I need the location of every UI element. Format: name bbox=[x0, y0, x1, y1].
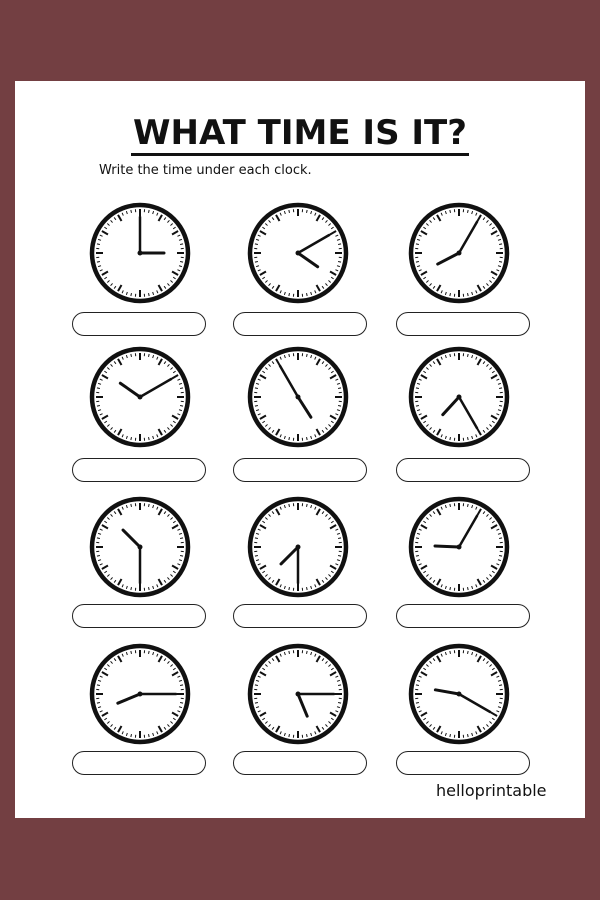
minute-tick bbox=[450, 651, 451, 654]
minute-tick bbox=[307, 587, 308, 590]
clock-face bbox=[92, 499, 188, 595]
minute-tick bbox=[289, 734, 290, 737]
minute-tick bbox=[307, 734, 308, 737]
clock-center bbox=[457, 251, 462, 256]
clock-center bbox=[457, 395, 462, 400]
clock-center bbox=[296, 251, 301, 256]
minute-tick bbox=[450, 293, 451, 296]
minute-tick bbox=[97, 388, 100, 389]
minute-tick bbox=[289, 504, 290, 507]
minute-tick bbox=[468, 651, 469, 654]
clock-face bbox=[250, 646, 346, 742]
minute-tick bbox=[450, 354, 451, 357]
minute-tick bbox=[255, 685, 258, 686]
clock-center bbox=[457, 545, 462, 550]
minute-tick bbox=[131, 734, 132, 737]
minute-tick bbox=[468, 210, 469, 213]
minute-tick bbox=[289, 293, 290, 296]
minute-tick bbox=[450, 437, 451, 440]
minute-tick bbox=[97, 556, 100, 557]
minute-tick bbox=[131, 210, 132, 213]
minute-tick bbox=[307, 651, 308, 654]
minute-tick bbox=[180, 556, 183, 557]
minute-tick bbox=[289, 210, 290, 213]
minute-tick bbox=[468, 587, 469, 590]
minute-tick bbox=[255, 556, 258, 557]
minute-tick bbox=[255, 244, 258, 245]
answer-box[interactable] bbox=[396, 751, 530, 775]
minute-tick bbox=[149, 734, 150, 737]
worksheet-instructions: Write the time under each clock. bbox=[99, 163, 312, 178]
minute-tick bbox=[131, 587, 132, 590]
minute-tick bbox=[180, 244, 183, 245]
clock-center bbox=[138, 251, 143, 256]
hour-hand bbox=[435, 546, 459, 547]
answer-box[interactable] bbox=[233, 458, 367, 482]
answer-box[interactable] bbox=[72, 312, 206, 336]
minute-tick bbox=[416, 685, 419, 686]
minute-tick bbox=[499, 262, 502, 263]
minute-tick bbox=[338, 244, 341, 245]
answer-box[interactable] bbox=[72, 604, 206, 628]
answer-box[interactable] bbox=[72, 751, 206, 775]
clock-face bbox=[411, 205, 507, 301]
minute-tick bbox=[499, 703, 502, 704]
minute-tick bbox=[180, 262, 183, 263]
minute-tick bbox=[255, 388, 258, 389]
minute-tick bbox=[416, 388, 419, 389]
minute-tick bbox=[338, 703, 341, 704]
clock-center bbox=[138, 395, 143, 400]
clock-center bbox=[296, 545, 301, 550]
brand-label: helloprintable bbox=[436, 781, 547, 800]
minute-tick bbox=[131, 354, 132, 357]
minute-tick bbox=[416, 244, 419, 245]
minute-tick bbox=[416, 262, 419, 263]
clock-center bbox=[138, 692, 143, 697]
minute-tick bbox=[180, 685, 183, 686]
clock-center bbox=[138, 545, 143, 550]
minute-tick bbox=[338, 388, 341, 389]
minute-tick bbox=[149, 504, 150, 507]
minute-tick bbox=[131, 504, 132, 507]
clock-face bbox=[92, 646, 188, 742]
answer-box[interactable] bbox=[233, 312, 367, 336]
minute-tick bbox=[416, 556, 419, 557]
minute-tick bbox=[307, 354, 308, 357]
minute-tick bbox=[307, 437, 308, 440]
clock-center bbox=[296, 395, 301, 400]
minute-tick bbox=[149, 354, 150, 357]
minute-tick bbox=[468, 293, 469, 296]
minute-tick bbox=[149, 437, 150, 440]
answer-box[interactable] bbox=[396, 458, 530, 482]
minute-tick bbox=[149, 651, 150, 654]
minute-tick bbox=[450, 587, 451, 590]
minute-tick bbox=[307, 504, 308, 507]
minute-tick bbox=[468, 354, 469, 357]
worksheet-page bbox=[15, 81, 585, 818]
minute-tick bbox=[338, 406, 341, 407]
minute-tick bbox=[499, 244, 502, 245]
clock-grid bbox=[15, 81, 585, 818]
worksheet-title-text: WHAT TIME IS IT? bbox=[131, 113, 469, 156]
minute-tick bbox=[468, 734, 469, 737]
clock-face bbox=[92, 205, 188, 301]
minute-tick bbox=[131, 437, 132, 440]
minute-tick bbox=[97, 538, 100, 539]
minute-tick bbox=[499, 406, 502, 407]
minute-tick bbox=[255, 538, 258, 539]
minute-tick bbox=[180, 406, 183, 407]
minute-tick bbox=[338, 685, 341, 686]
clock-face bbox=[411, 349, 507, 445]
minute-tick bbox=[307, 293, 308, 296]
minute-tick bbox=[338, 556, 341, 557]
minute-tick bbox=[468, 437, 469, 440]
minute-tick bbox=[149, 293, 150, 296]
minute-tick bbox=[499, 685, 502, 686]
minute-tick bbox=[149, 587, 150, 590]
minute-tick bbox=[255, 703, 258, 704]
minute-tick bbox=[289, 587, 290, 590]
minute-tick bbox=[97, 244, 100, 245]
clock-face bbox=[92, 349, 188, 445]
minute-tick bbox=[468, 504, 469, 507]
clock-face bbox=[411, 499, 507, 595]
minute-tick bbox=[289, 651, 290, 654]
minute-tick bbox=[289, 437, 290, 440]
minute-tick bbox=[450, 504, 451, 507]
minute-tick bbox=[255, 262, 258, 263]
minute-tick bbox=[338, 538, 341, 539]
minute-tick bbox=[499, 538, 502, 539]
minute-tick bbox=[180, 388, 183, 389]
answer-box[interactable] bbox=[72, 458, 206, 482]
minute-tick bbox=[499, 388, 502, 389]
minute-tick bbox=[180, 538, 183, 539]
minute-tick bbox=[289, 354, 290, 357]
clock-face bbox=[250, 499, 346, 595]
minute-tick bbox=[307, 210, 308, 213]
minute-tick bbox=[499, 556, 502, 557]
minute-tick bbox=[97, 406, 100, 407]
clock-face bbox=[411, 646, 507, 742]
answer-box[interactable] bbox=[396, 312, 530, 336]
minute-tick bbox=[97, 262, 100, 263]
minute-tick bbox=[97, 685, 100, 686]
minute-tick bbox=[450, 734, 451, 737]
clock-center bbox=[457, 692, 462, 697]
minute-tick bbox=[416, 703, 419, 704]
minute-tick bbox=[255, 406, 258, 407]
answer-box[interactable] bbox=[233, 604, 367, 628]
answer-box[interactable] bbox=[396, 604, 530, 628]
clock-center bbox=[296, 692, 301, 697]
minute-tick bbox=[97, 703, 100, 704]
minute-tick bbox=[450, 210, 451, 213]
minute-tick bbox=[131, 651, 132, 654]
clock-face bbox=[250, 349, 346, 445]
clock-face bbox=[250, 205, 346, 301]
minute-tick bbox=[338, 262, 341, 263]
minute-tick bbox=[149, 210, 150, 213]
minute-tick bbox=[416, 406, 419, 407]
answer-box[interactable] bbox=[233, 751, 367, 775]
minute-tick bbox=[416, 538, 419, 539]
minute-tick bbox=[180, 703, 183, 704]
minute-tick bbox=[131, 293, 132, 296]
